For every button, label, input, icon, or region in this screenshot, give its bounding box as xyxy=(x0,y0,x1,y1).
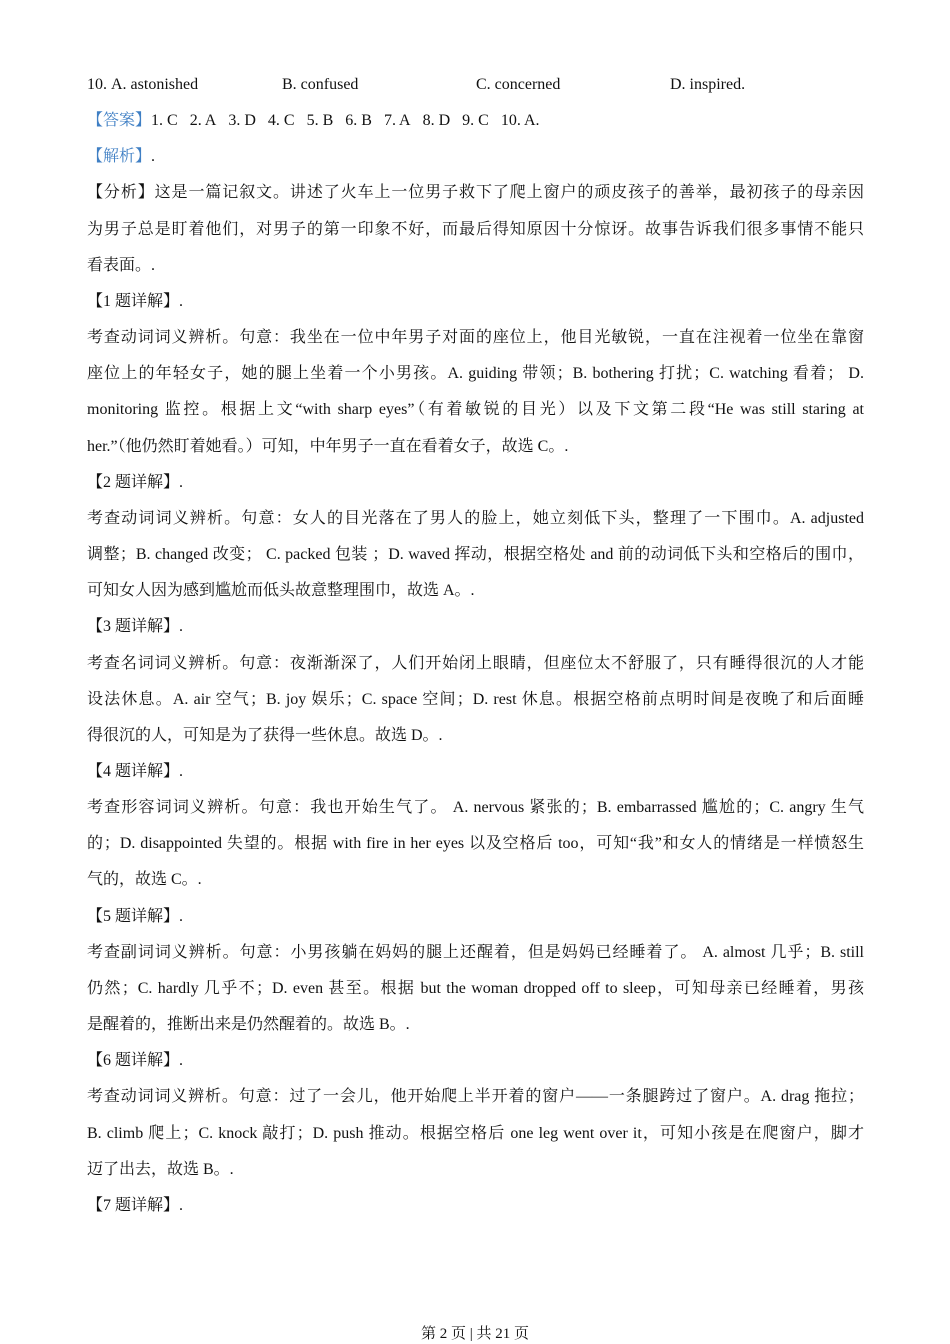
paragraph-line: 设法休息。A. air 空气；B. joy 娱乐；C. space 空间；D. rest 休息。根据空格前点明时间是夜晚了和后面睡 xyxy=(87,690,864,708)
analysis-label: 【解析】 xyxy=(87,148,152,166)
answer-item: 2. A xyxy=(189,112,217,130)
paragraph-line: 考查动词词义辨析。句意：女人的目光落在了男人的脸上，她立刻低下头，整理了一下围巾。A. adjusted xyxy=(87,509,864,527)
paragraph-line: B. climb 爬上；C. knock 敲打；D. push 推动。根据空格后 one leg went over it，可知小孩是在爬窗户，脚才 xyxy=(87,1124,864,1142)
option-c: C. concerned xyxy=(476,76,561,93)
paragraph-line: 座位上的年轻女子，她的腿上坐着一个小男孩。A. guiding 带领；B. bothering 打扰；C. watching 看着； D. xyxy=(87,365,864,383)
paragraph-line: 考查副词词义辨析。句意：小男孩躺在妈妈的腿上还醒着，但是妈妈已经睡着了。 A. almost 几乎；B. still xyxy=(87,943,864,961)
answer-item: 4. C xyxy=(267,112,295,130)
paragraph-line: 为男子总是盯着他们，对男子的第一印象不好，而最后得知原因十分惊讶。故事告诉我们很多事情不能只 xyxy=(87,220,864,238)
answer-line xyxy=(87,103,864,139)
answer-item: 3. D xyxy=(228,112,256,130)
paragraph-line: 考查动词词义辨析。句意：我坐在一位中年男子对面的座位上，他目光敏锐，一直在注视着一位坐在靠窗 xyxy=(87,329,864,347)
document-body xyxy=(87,67,864,1224)
page-footer: 第 2 页 | 共 21 页 xyxy=(420,1326,529,1342)
section-heading: 【1 题详解】. xyxy=(87,292,184,310)
section-heading: 【2 题详解】. xyxy=(87,473,184,491)
paragraph-line: her.”（他仍然盯着她看。）可知，中年男子一直在看着女子，故选 C。. xyxy=(87,437,569,455)
option-b: B. confused xyxy=(282,76,359,93)
paragraph-line: 气的，故选 C。. xyxy=(87,871,202,889)
option-a: A. astonished xyxy=(111,76,199,93)
paragraph-line: 看表面。. xyxy=(87,256,156,274)
question-10-options xyxy=(87,67,864,103)
section-heading: 【6 题详解】. xyxy=(87,1052,184,1070)
section-heading: 【5 题详解】. xyxy=(87,907,184,925)
answer-item: 7. A xyxy=(383,112,411,130)
section-heading: 【4 题详解】. xyxy=(87,762,184,780)
paragraph-line: 可知女人因为感到尴尬而低头故意整理围巾，故选 A。. xyxy=(87,582,475,600)
analysis-line xyxy=(87,139,864,175)
paragraph-line: 【分析】这是一篇记叙文。讲述了火车上一位男子救下了爬上窗户的顽皮孩子的善举，最初孩子的母亲因 xyxy=(87,184,864,202)
answer-label: 【答案】 xyxy=(87,112,152,130)
paragraph-line: 得很沉的人，可知是为了获得一些休息。故选 D。. xyxy=(87,726,443,744)
answer-item: 5. B xyxy=(306,112,334,130)
paragraph-line: 迈了出去，故选 B。. xyxy=(87,1160,234,1178)
analysis-tail: . xyxy=(151,148,156,166)
paragraph-line: 的；D. disappointed 失望的。根据 with fire in her eyes 以及空格后 too，可知“我”和女人的情绪是一样愤怒生 xyxy=(87,835,864,853)
question-number: 10. xyxy=(87,76,107,93)
paragraph-line: 仍然；C. hardly 几乎不；D. even 甚至。根据 but the woman dropped off to sleep，可知母亲已经睡着，男孩 xyxy=(87,979,864,997)
option-d: D. inspired. xyxy=(670,76,746,93)
answer-item: 10. A. xyxy=(500,112,540,130)
section-heading: 【3 题详解】. xyxy=(87,618,184,636)
paragraph-line: 考查动词词义辨析。句意：过了一会儿，他开始爬上半开着的窗户——一条腿跨过了窗户。A. drag 拖拉； xyxy=(87,1088,864,1106)
section-heading: 【7 题详解】. xyxy=(87,1196,184,1214)
answer-item: 6. B xyxy=(345,112,372,130)
paragraph-line: 考查名词词义辨析。句意：夜渐渐深了，人们开始闭上眼睛，但座位太不舒服了，只有睡得很沉的人才能 xyxy=(87,654,864,672)
paragraph-line: 是醒着的，推断出来是仍然醒着的。故选 B。. xyxy=(87,1016,410,1034)
answer-item: 9. C xyxy=(462,112,489,130)
paragraph-line: 调整；B. changed 改变； C. packed 包装 ；D. waved 挥动，根据空格处 and 前的动词低下头和空格后的围巾， xyxy=(87,546,864,564)
paragraph-line: monitoring 监控。根据上文“with sharp eyes”（有着敏锐的目光）以及下文第二段“He was still staring at xyxy=(87,401,864,419)
answer-item: 8. D xyxy=(422,112,451,130)
paragraph-line: 考查形容词词义辨析。句意：我也开始生气了。 A. nervous 紧张的；B. embarrassed 尴尬的；C. angry 生气 xyxy=(87,799,864,817)
answer-item: 1. C xyxy=(151,112,178,130)
